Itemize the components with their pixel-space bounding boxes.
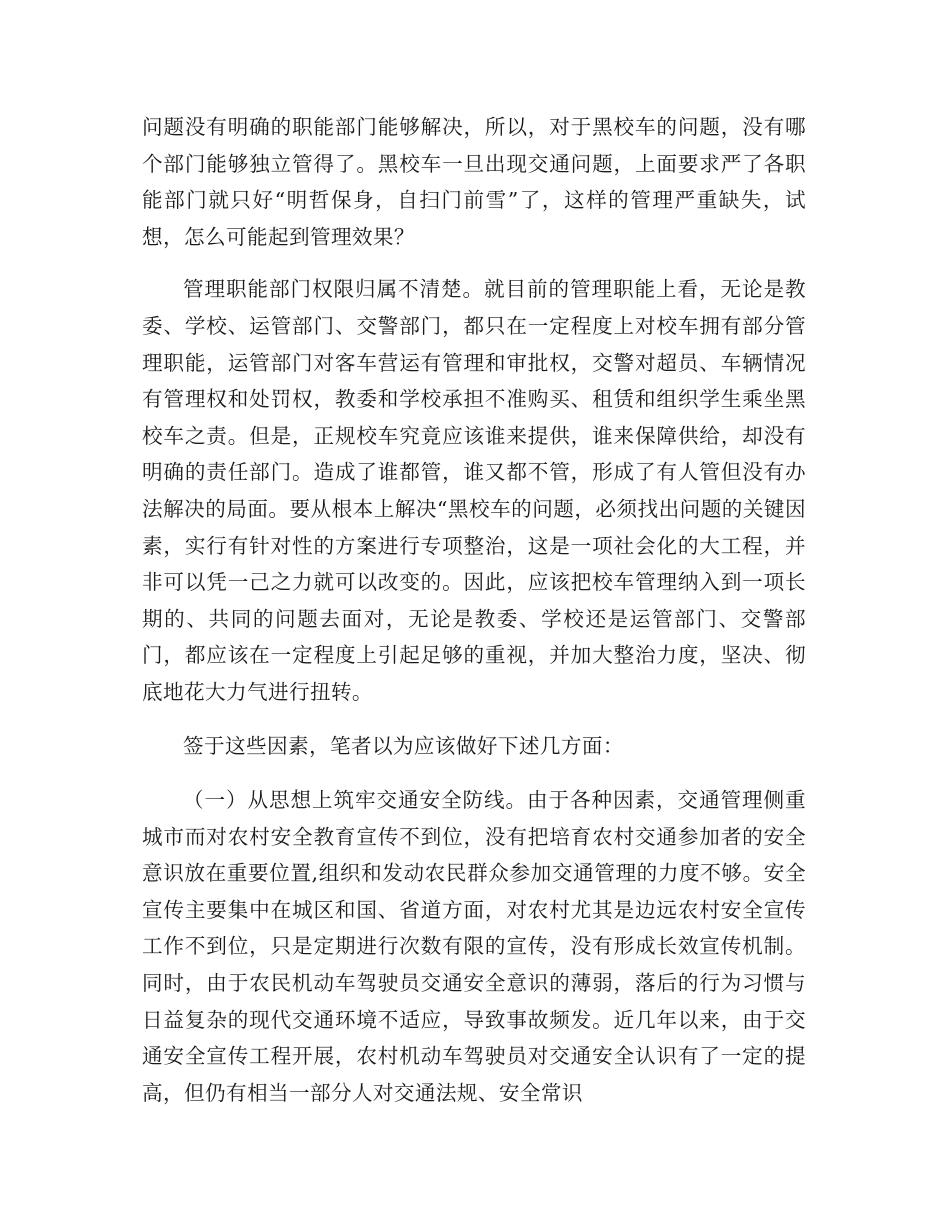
- paragraph-factors-intro: 签于这些因素，笔者以为应该做好下述几方面：: [183, 733, 624, 758]
- paragraph-continuation: 问题没有明确的职能部门能够解决，所以，对于黑校车的问题，没有哪个部门能够独立管得了。黑校车一旦出现交通问题，上面要求严了各职能部门就只好“明哲保身，自扫门前雪”了，这样的管理严重缺失，试想，怎么可能起到管理效果？: [142, 115, 806, 249]
- paragraph-management-authority: 管理职能部门权限归属不清楚。就目前的管理职能上看，无论是教委、学校、运管部门、交警部门，都只在一定程度上对校车拥有部分管理职能，运管部门对客车营运有管理和审批权，交警对超员、车辆情况有管理权和处罚权，教委和学校承担不准购买、租赁和组织学生乘坐黑校车之责。但是，正规校车究竟应该谁来提供，谁来保障供给，却没有明确的责任部门。造成了谁都管，谁又都不管，形成了有人管但没有办法解决的局面。要从根本上解决“黑校车的问题，必须找出问题的关键因素，实行有针对性的方案进行专项整治，这是一项社会化的大工程，并非可以凭一己之力就可以改变的。因此，应该把校车管理纳入到一项长期的、共同的问题去面对，无论是教委、学校还是运管部门、交警部门，都应该在一定程度上引起足够的重视，并加大整治力度，坚决、彻底地花大力气进行扭转。: [142, 277, 806, 704]
- document-page: [142, 109, 806, 1111]
- paragraph-safety-defense: （一）从思想上筑牢交通安全防线。由于各种因素，交通管理侧重城市而对农村安全教育宣传不到位，没有把培育农村交通参加者的安全意识放在重要位置,组织和发动农民群众参加交通管理的力度不够。安全宣传主要集中在城区和国、省道方面，对农村尤其是边远农村安全宣传工作不到位，只是定期进行次数有限的宣传，没有形成长效宣传机制。同时，由于农民机动车驾驶员交通安全意识的薄弱，落后的行为习惯与日益复杂的现代交通环境不适应，导致事故频发。近几年以来，由于交通安全宣传工程开展，农村机动车驾驶员对交通安全认识有了一定的提高，但仍有相当一部分人对交通法规、安全常识: [142, 788, 806, 1105]
